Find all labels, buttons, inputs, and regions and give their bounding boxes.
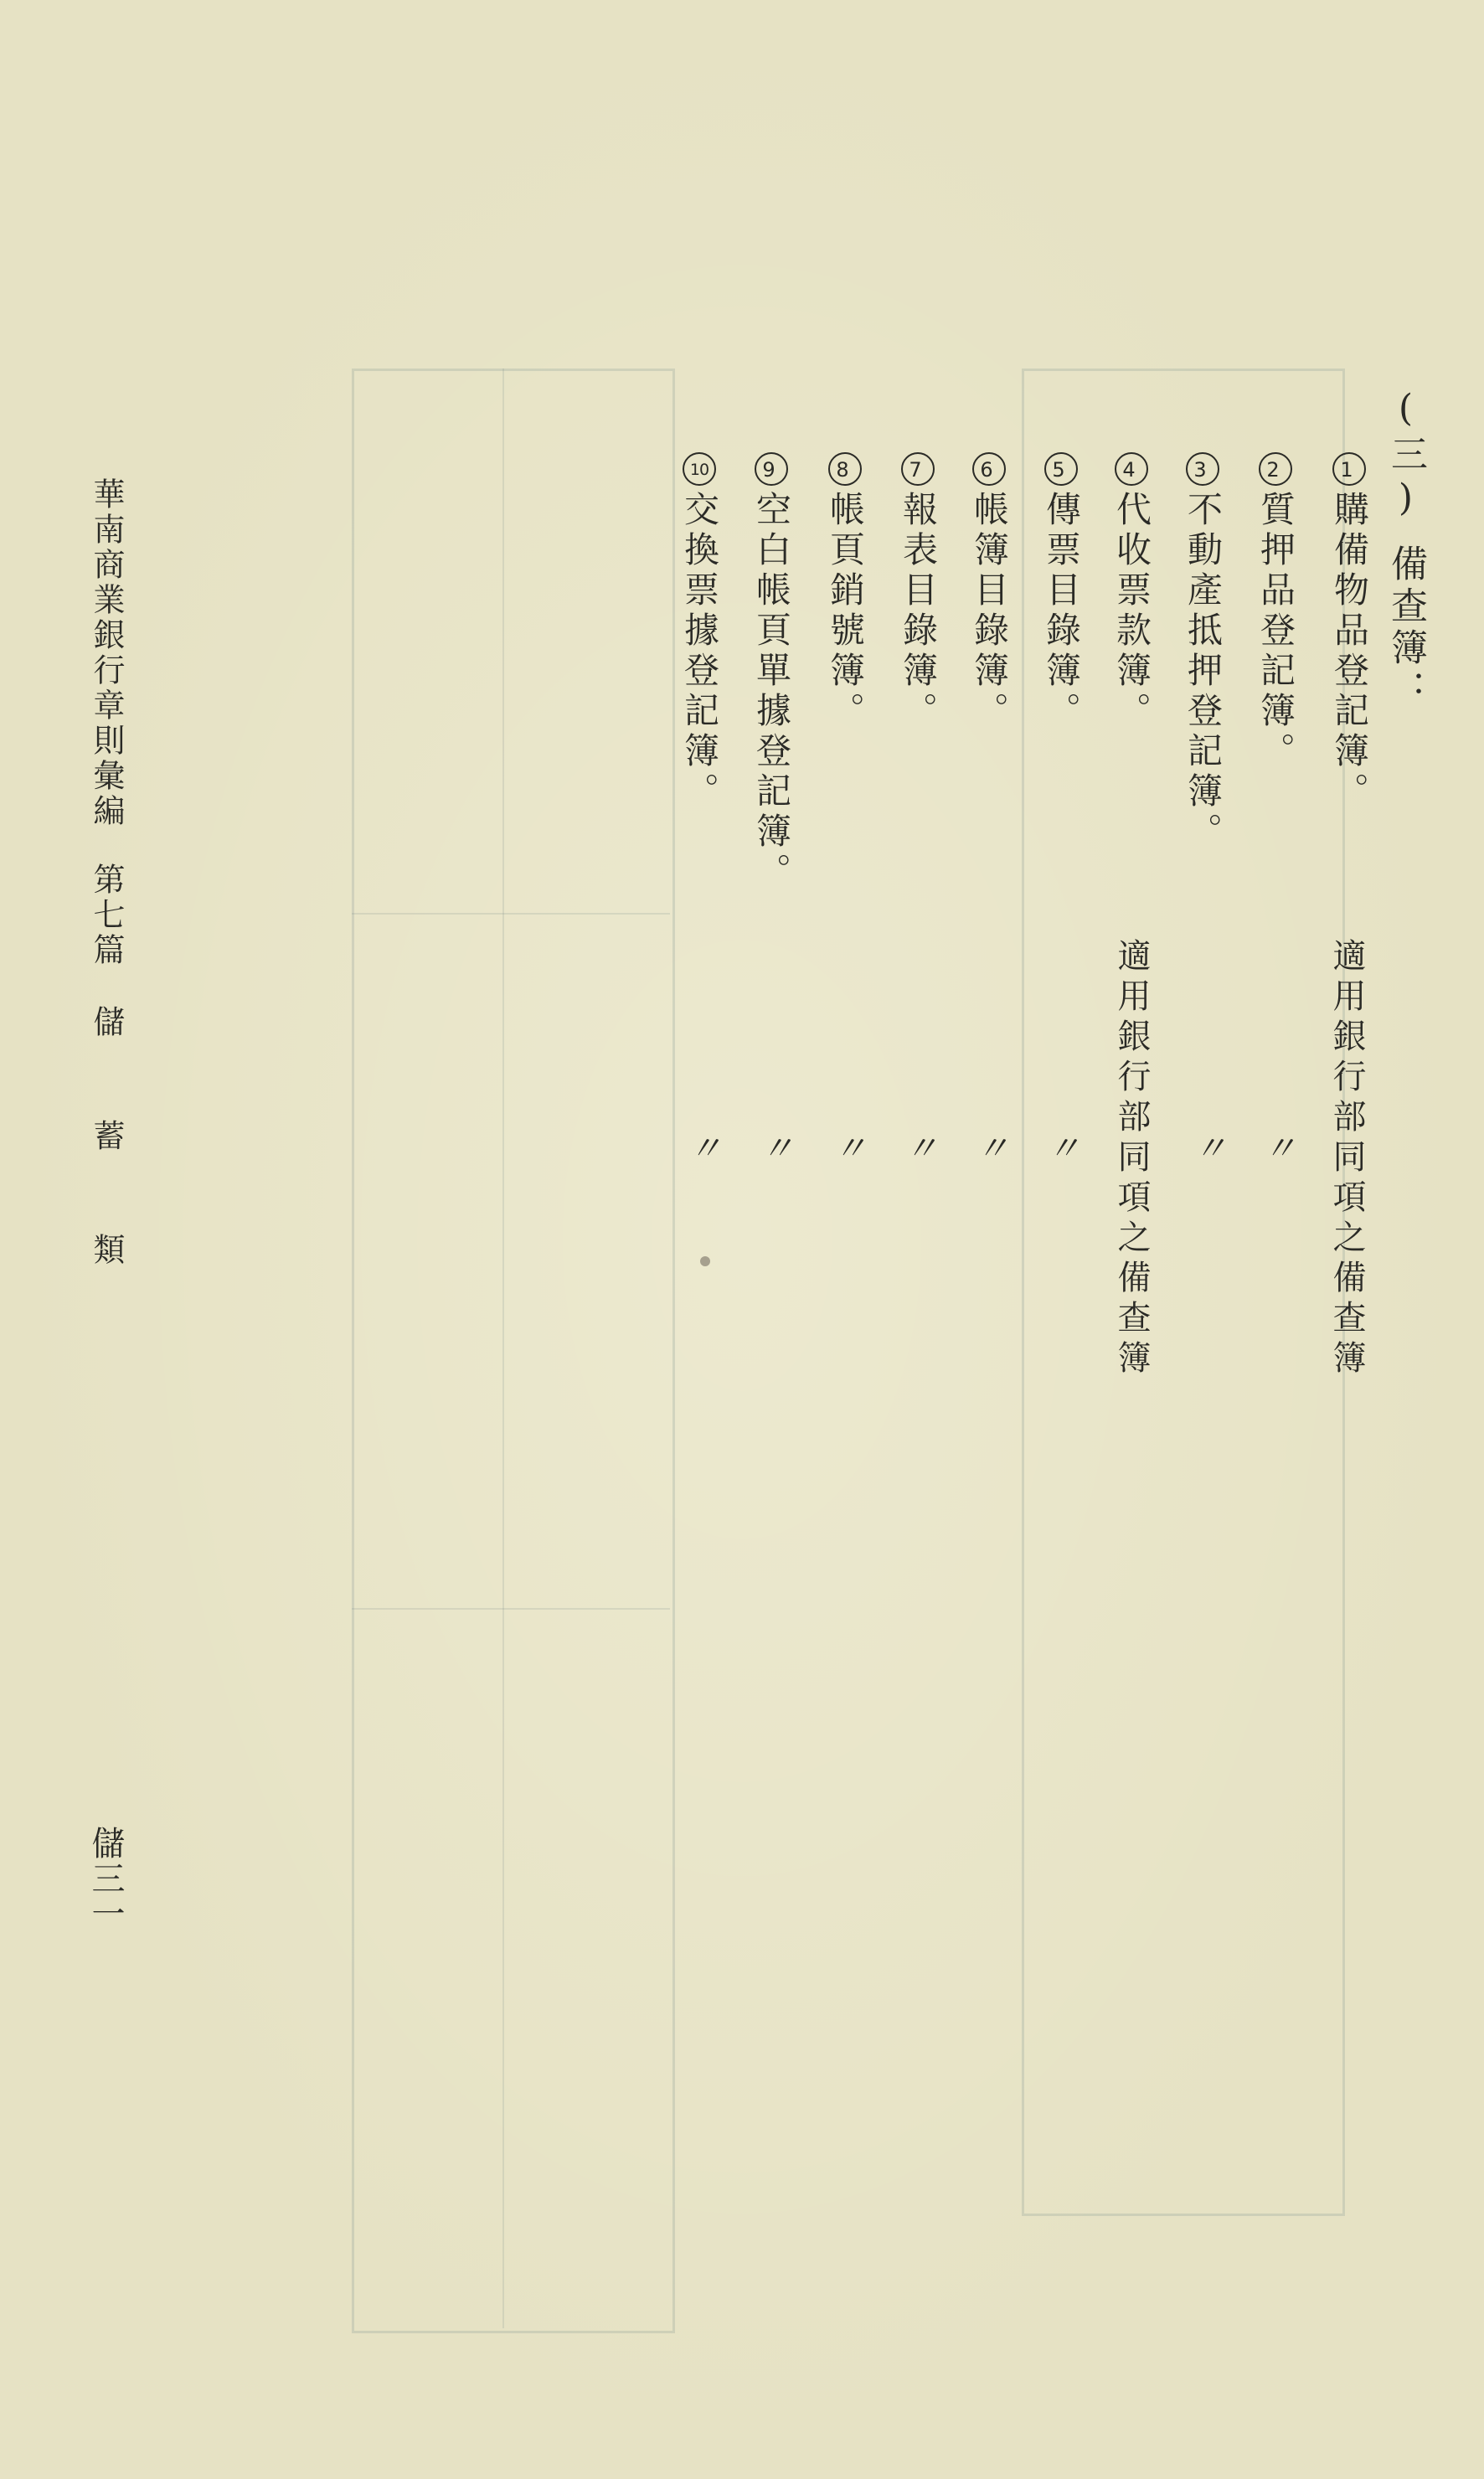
bleed-through-line <box>502 368 504 2328</box>
item-number: 10 <box>683 452 716 486</box>
bleed-through-line <box>352 1608 670 1610</box>
bleed-through-line <box>352 913 670 915</box>
item-label: 購備物品登記簿。 <box>1329 491 1370 812</box>
section-heading <box>1378 387 1432 712</box>
ditto-mark: 〃 <box>760 1130 794 1168</box>
item-number: 5 <box>1044 452 1078 486</box>
item-label: 傳票目錄簿。 <box>1041 491 1082 732</box>
section-number: (三) <box>1384 387 1427 524</box>
ditto-mark: 〃 <box>976 1130 1009 1168</box>
list-item <box>1111 452 1152 732</box>
chapter-label: 第七篇 <box>88 863 125 968</box>
list-item <box>751 452 792 893</box>
item-number: 2 <box>1259 452 1292 486</box>
item-number: 8 <box>828 452 862 486</box>
book-title: 華南商業銀行章則彙編 <box>88 477 125 829</box>
item-label: 不動產抵押登記簿。 <box>1183 491 1224 853</box>
ditto-mark: 〃 <box>1263 1130 1296 1168</box>
ink-spot <box>700 1256 710 1266</box>
item-number: 6 <box>972 452 1006 486</box>
ditto-mark: 〃 <box>688 1130 722 1168</box>
item-label: 代收票款簿。 <box>1111 491 1152 732</box>
section-title: 備查簿： <box>1384 544 1427 712</box>
list-item <box>898 452 939 732</box>
item-label: 交換票據登記簿。 <box>679 491 720 812</box>
item-label: 報表目錄簿。 <box>898 491 939 732</box>
item-number: 7 <box>901 452 935 486</box>
applicability-note: 適用銀行部同項之備查簿 <box>1327 938 1366 1380</box>
category-label: 儲 蓄 類 <box>88 1005 125 1290</box>
ditto-mark: 〃 <box>1047 1130 1080 1168</box>
list-item <box>1183 452 1224 853</box>
list-item <box>1041 452 1082 732</box>
item-number: 4 <box>1115 452 1148 486</box>
item-label: 質押品登記簿。 <box>1255 491 1296 772</box>
list-item <box>825 452 866 732</box>
item-number: 1 <box>1332 452 1366 486</box>
list-item <box>679 452 720 812</box>
ditto-mark: 〃 <box>833 1130 867 1168</box>
item-label: 空白帳頁單據登記簿。 <box>751 491 792 893</box>
page-number: 儲三一 <box>86 1826 125 1931</box>
item-number: 9 <box>755 452 788 486</box>
item-number: 3 <box>1186 452 1219 486</box>
list-item <box>1255 452 1296 772</box>
ditto-mark: 〃 <box>1193 1130 1227 1168</box>
item-label: 帳簿目錄簿。 <box>969 491 1010 732</box>
list-item <box>1329 452 1370 812</box>
ditto-mark: 〃 <box>904 1130 938 1168</box>
bleed-through-form <box>352 368 675 2333</box>
item-label: 帳頁銷號簿。 <box>825 491 866 732</box>
list-item <box>969 452 1010 732</box>
applicability-note: 適用銀行部同項之備查簿 <box>1112 938 1151 1380</box>
